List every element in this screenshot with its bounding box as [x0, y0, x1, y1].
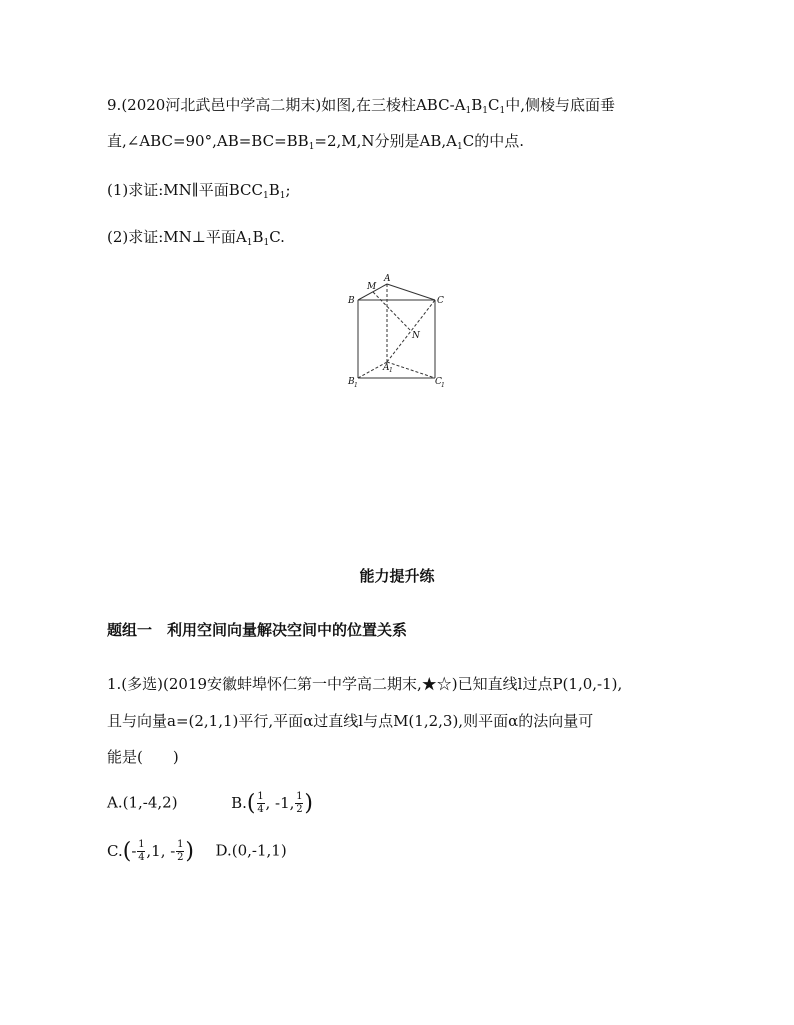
q9-text2: 直,∠ABC=90°,AB=BC=BB — [107, 132, 309, 150]
q9-part2 — [107, 227, 285, 247]
q9-number: 9. — [107, 96, 122, 114]
option-b-frac1 — [257, 792, 265, 815]
option-c-label: C. — [107, 841, 123, 860]
q1-line2: 且与向量a=(2,1,1)平行,平面α过直线l与点M(1,2,3),则平面α的法向量可 — [107, 712, 594, 730]
sub-1: 1 — [279, 191, 286, 201]
q9-line1 — [107, 95, 615, 115]
q9-text2c: C的中点. — [462, 132, 524, 150]
label-M: M — [367, 282, 377, 292]
q9-part2-text: (2)求证:MN⊥平面A — [107, 228, 247, 246]
option-c — [107, 838, 199, 864]
q1-options-row1 — [107, 792, 313, 815]
frac-den: 2 — [177, 852, 184, 863]
q9-source: (2020河北武邑中学高二期末) — [121, 96, 322, 114]
sub-1: 1 — [262, 191, 269, 201]
label-B: B — [348, 296, 355, 306]
sub-1: 1 — [482, 106, 488, 116]
option-b — [231, 790, 314, 816]
q1-options-row2 — [107, 840, 287, 863]
q1-line3: 能是( ) — [107, 748, 179, 766]
paren-left: ( — [246, 790, 256, 816]
option-c-mid: ,1, - — [146, 841, 176, 860]
label-B1-sub: 1 — [354, 382, 358, 389]
edge-A1C — [387, 300, 435, 362]
q9-part1-text: (1)求证:MN∥平面BCC — [107, 181, 263, 199]
frac-num: 1 — [177, 839, 184, 850]
label-C1: C — [435, 377, 442, 387]
option-a: A.(1,-4,2) — [107, 793, 178, 812]
edge-AC — [387, 284, 435, 300]
option-d: D.(0,-1,1) — [215, 841, 287, 860]
q9-text1b: B — [471, 96, 483, 114]
frac-den: 2 — [296, 804, 303, 815]
option-c-minus: - — [131, 841, 137, 860]
frac-num: 1 — [138, 839, 145, 850]
q1-line1: 1.(多选)(2019安徽蚌埠怀仁第一中学高二期末,★☆)已知直线l过点P(1,0,-1), — [107, 675, 623, 693]
paren-right: ) — [185, 838, 194, 864]
label-A1-sub: 1 — [389, 367, 393, 374]
q9-text1: 如图,在三棱柱ABC-A — [321, 96, 466, 114]
sub-1: 1 — [263, 238, 270, 248]
q9-text1d: 中,侧棱与底面垂 — [505, 96, 615, 114]
label-N: N — [412, 331, 420, 341]
option-b-label: B. — [231, 793, 247, 812]
sub-1: 1 — [499, 106, 506, 116]
q9-part1c: ; — [285, 181, 291, 199]
segment-MN — [373, 292, 411, 331]
prism-figure — [340, 270, 460, 395]
section-title: 能力提升练 — [359, 567, 435, 585]
q9-part2b: B — [252, 228, 264, 246]
frac-den: 4 — [257, 804, 264, 815]
paren-right: ) — [304, 790, 314, 816]
sub-1: 1 — [465, 106, 472, 116]
option-c-frac1 — [137, 840, 145, 863]
q9-part2c: C. — [269, 228, 285, 246]
group-title: 题组一 利用空间向量解决空间中的位置关系 — [107, 621, 408, 639]
sub-1: 1 — [246, 238, 253, 248]
paren-left: ( — [122, 838, 132, 864]
q9-text1c: C — [487, 96, 500, 114]
label-A: A — [384, 274, 391, 284]
label-C: C — [437, 296, 444, 306]
label-A1: A — [383, 363, 390, 373]
q9-line2 — [107, 131, 524, 151]
option-b-frac2 — [295, 792, 303, 815]
edge-A1C1 — [387, 362, 435, 378]
option-c-frac2 — [176, 840, 184, 863]
sub-1: 1 — [457, 142, 463, 152]
q9-part1 — [107, 180, 291, 200]
frac-num: 1 — [296, 791, 303, 802]
frac-den: 4 — [138, 852, 145, 863]
q9-text2b: =2,M,N分别是AB,A — [314, 132, 458, 150]
sub-1: 1 — [308, 142, 315, 152]
label-C1-sub: 1 — [441, 382, 445, 389]
option-b-mid: , -1, — [265, 793, 295, 812]
q9-part1b: B — [268, 181, 280, 199]
frac-num: 1 — [257, 791, 264, 802]
label-B1: B — [348, 377, 355, 387]
